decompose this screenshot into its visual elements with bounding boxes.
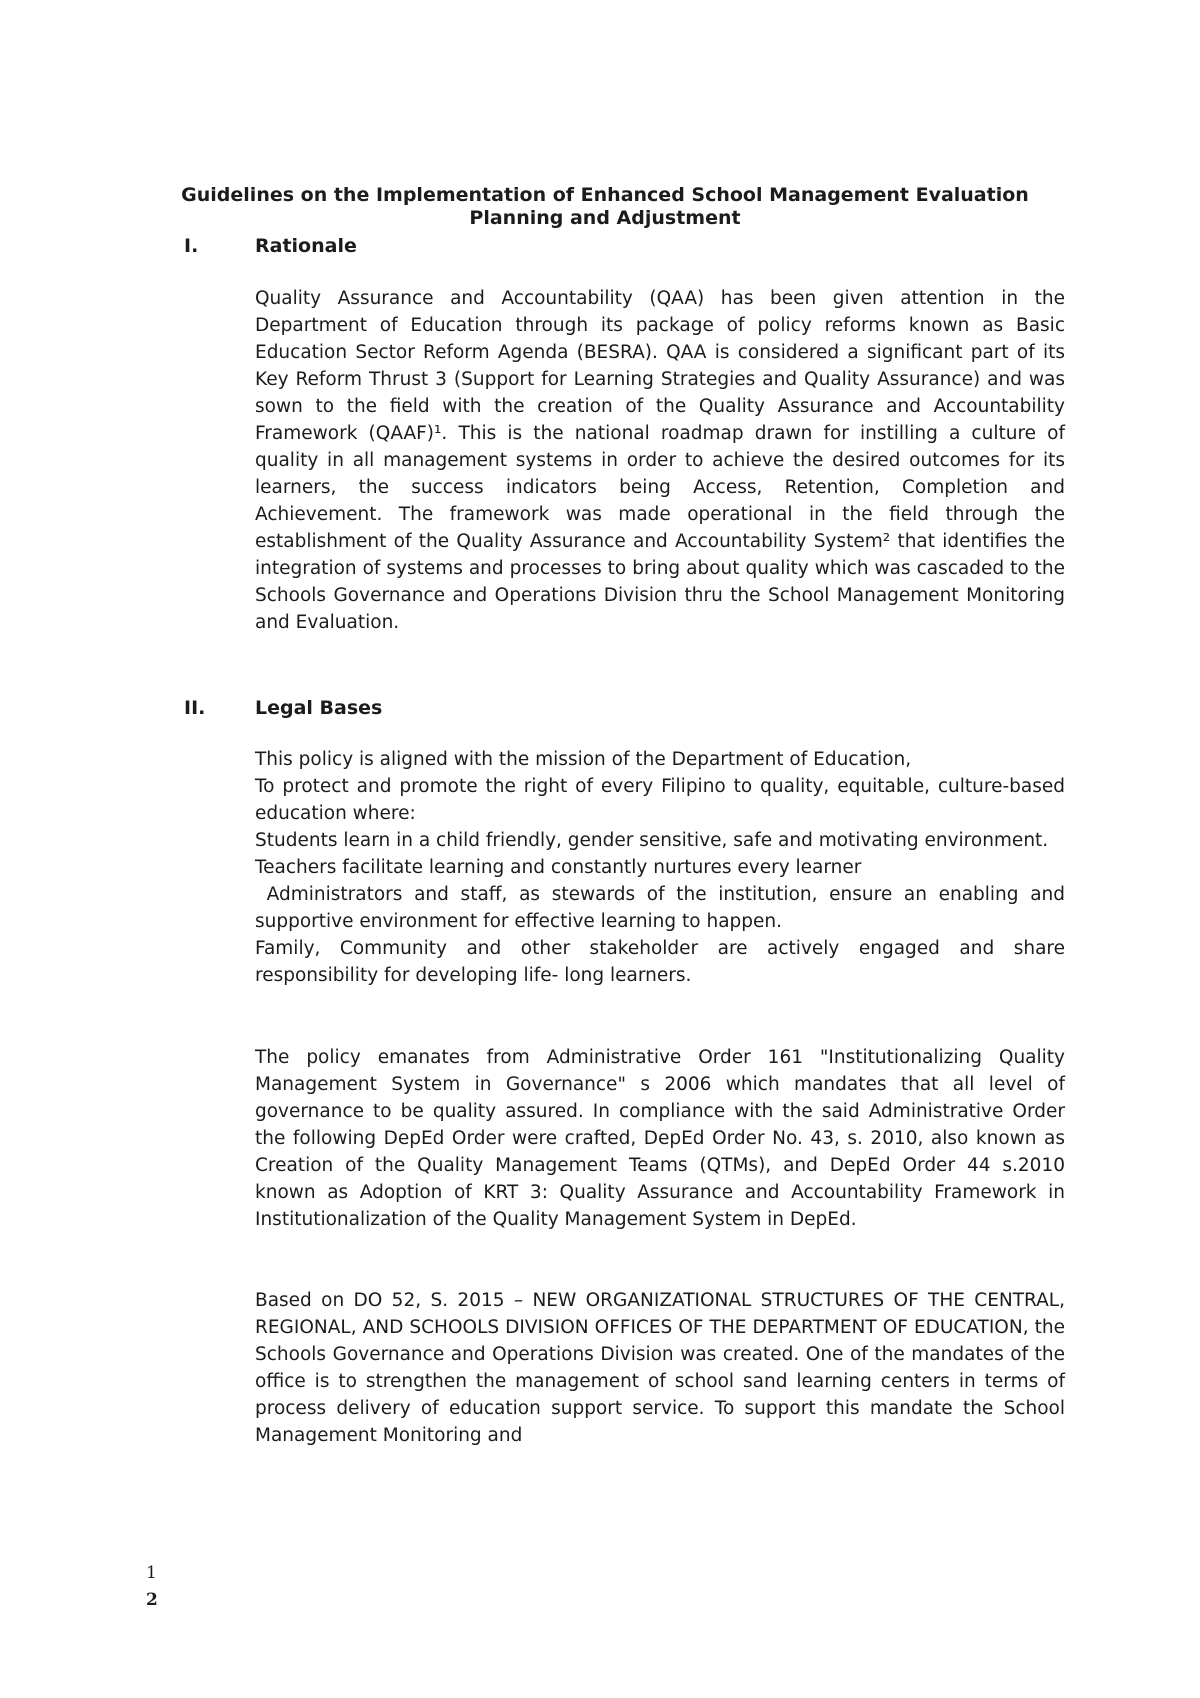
title-line-2: Planning and Adjustment	[469, 207, 741, 229]
footnote-1: 1	[146, 1563, 157, 1583]
mission-line: Teachers facilitate learning and constantly nurtures every learner	[255, 857, 862, 878]
mission-line: Family, Community and other stakeholder are actively engaged and share responsibility for developing life- long learners.	[255, 938, 1065, 986]
paragraph-text: Quality Assurance and Accountability (QAA) has been given attention in the Department of Education through its package of policy reforms known as Basic Education Sector Reform Agenda (BESRA). QAA is considered a significant part of its Key Reform Thrust 3 (Support for Learning Strategies and Quality Assurance) and was sown to the field with the creation of the Quality Assurance and Accountability Framework (QAAF)¹. This is the national roadmap drawn for instilling a culture of quality in all management systems in order to achieve the desired outcomes for its learners, the success indicators being Access, Retention, Completion and Achievement. The framework was made operational in the field through the establishment of the Quality Assurance and Accountability System² that identifies the integration of systems and processes to bring about quality which was cascaded to the Schools Governance and Operations Division thru the School Management Monitoring and Evaluation.	[255, 288, 1065, 633]
rationale-paragraph	[255, 285, 1065, 636]
section-title: Rationale	[255, 235, 357, 257]
section-title: Legal Bases	[255, 697, 383, 719]
legal-bases-paragraph-3	[255, 1287, 1065, 1449]
footnote-markers	[146, 1560, 158, 1614]
paragraph-text: Based on DO 52, S. 2015 – NEW ORGANIZATIONAL STRUCTURES OF THE CENTRAL, REGIONAL, AND SCHOOLS DIVISION OFFICES OF THE DEPARTMENT OF EDUCATION, the Schools Governance and Operations Division was created. One of the mandates of the office is to strengthen the management of school sand learning centers in terms of process delivery of education support service. To support this mandate the School Management Monitoring and	[255, 1290, 1065, 1446]
mission-line: Administrators and staff, as stewards of the institution, ensure an enabling and supportive environment for effective learning to happen.	[255, 884, 1071, 932]
mission-line: This policy is aligned with the mission of the Department of Education,	[255, 749, 912, 770]
paragraph-text: The policy emanates from Administrative Order 161 "Institutionalizing Quality Management System in Governance" s 2006 which mandates that all level of governance to be quality assured. In compliance with the said Administrative Order the following DepEd Order were crafted, DepEd Order No. 43, s. 2010, also known as Creation of the Quality Management Teams (QTMs), and DepEd Order 44 s.2010 known as Adoption of KRT 3: Quality Assurance and Accountability Framework in Institutionalization of the Quality Management System in DepEd.	[255, 1047, 1065, 1230]
footnote-2: 2	[146, 1590, 158, 1610]
legal-bases-mission	[255, 746, 1071, 989]
mission-line: To protect and promote the right of every Filipino to quality, equitable, culture-based education where:	[255, 776, 1065, 824]
section-number: II.	[184, 697, 206, 719]
document-title	[130, 184, 1080, 230]
mission-line: Students learn in a child friendly, gender sensitive, safe and motivating environment.	[255, 830, 1049, 851]
title-line-1: Guidelines on the Implementation of Enhanced School Management Evaluation	[181, 184, 1029, 206]
legal-bases-paragraph-2	[255, 1044, 1065, 1233]
section-number: I.	[184, 235, 199, 257]
